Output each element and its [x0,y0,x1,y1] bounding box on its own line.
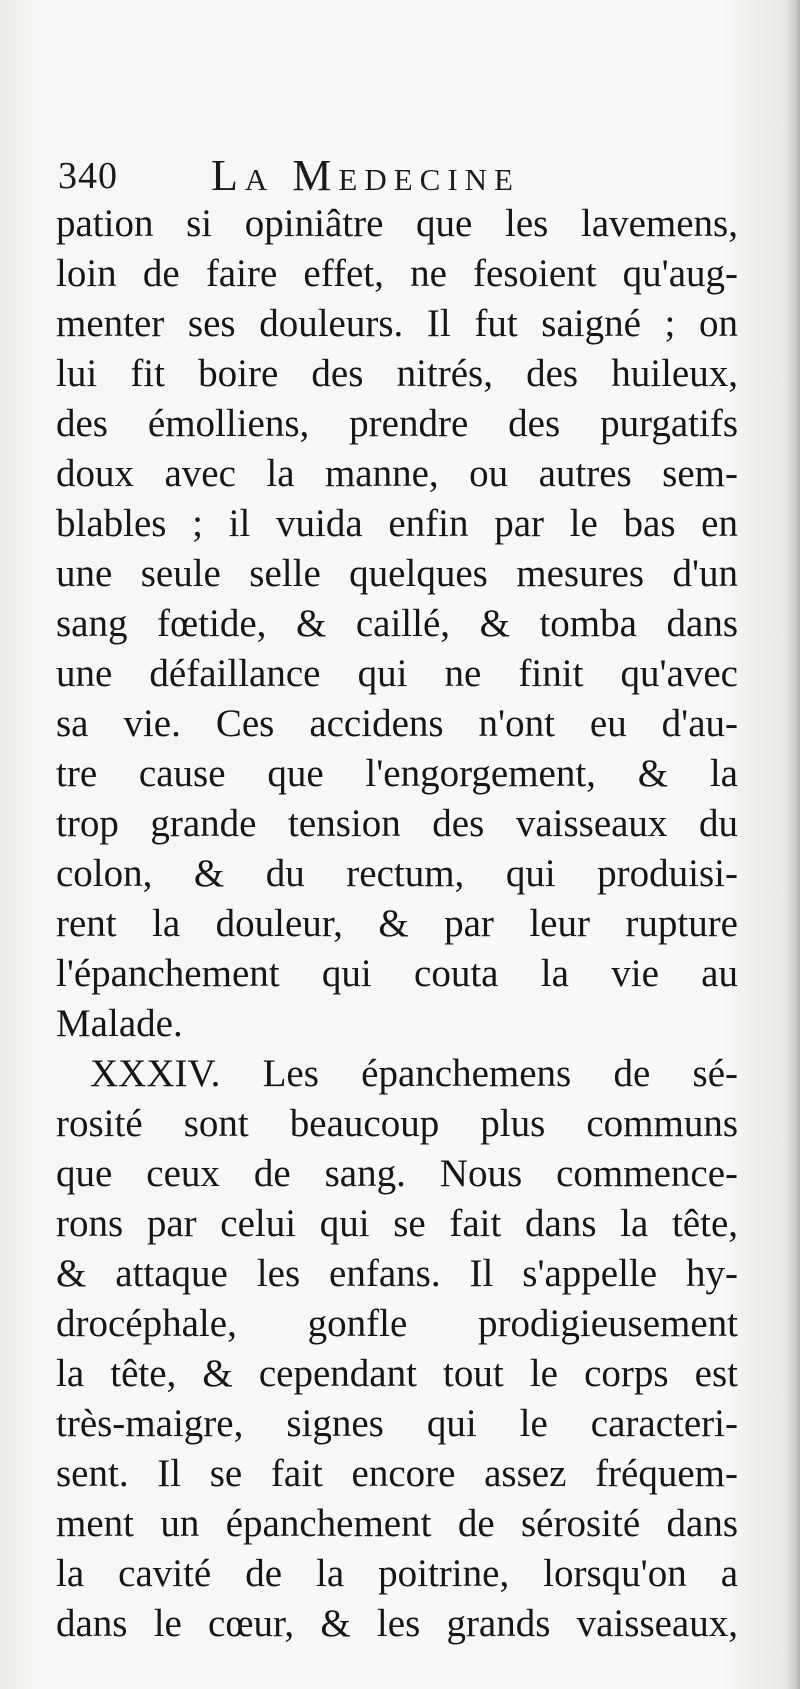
page-edge-shadow [786,0,800,1689]
text-line: dans le cœur, & les grands vaisseaux, [56,1602,738,1645]
text-line: loin de faire effet, ne fesoient qu'aug- [56,252,738,295]
text-line: sa vie. Ces accidens n'ont eu d'au- [56,702,738,745]
text-line: ment un épanchement de sérosité dans [56,1502,738,1545]
page-number: 340 [58,155,118,197]
text-line: une seule selle quelques mesures d'un [56,552,738,595]
text-line: sang fœtide, & caillé, & tomba dans [56,602,738,645]
running-head [58,142,578,202]
text-line: blables ; il vuida enfin par le bas en [56,502,738,545]
text-line: sent. Il se fait encore assez fréquem- [56,1452,738,1495]
running-title: La Medecine [211,151,520,200]
text-line: que ceux de sang. Nous commence- [56,1152,738,1195]
text-line: rosité sont beaucoup plus communs [56,1102,738,1145]
text-line: rent la douleur, & par leur rupture [56,902,738,945]
text-line: des émolliens, prendre des purgatifs [56,402,738,445]
text-line: très-maigre, signes qui le caracteri- [56,1402,738,1445]
text-line: la tête, & cependant tout le corps est [56,1352,738,1395]
section-heading-line: XXXIV. Les épanchemens de sé- [90,1052,738,1095]
text-line: colon, & du rectum, qui produisi- [56,852,738,895]
text-line: l'épanchement qui couta la vie au [56,952,738,995]
text-line: tre cause que l'engorgement, & la [56,752,738,795]
text-line: pation si opiniâtre que les lavemens, [56,202,738,245]
text-line: doux avec la manne, ou autres sem- [56,452,738,495]
text-line: Malade. [56,1002,183,1045]
text-line: une défaillance qui ne finit qu'avec [56,652,738,695]
body-text [56,198,738,1658]
text-line: & attaque les enfans. Il s'appelle hy- [56,1252,738,1295]
text-line: drocéphale, gonfle prodigieusement [56,1302,738,1345]
text-line: la cavité de la poitrine, lorsqu'on a [56,1552,738,1595]
text-line: rons par celui qui se fait dans la tête, [56,1202,738,1245]
text-line: lui fit boire des nitrés, des huileux, [56,352,738,395]
text-line: trop grande tension des vaisseaux du [56,802,738,845]
text-line: menter ses douleurs. Il fut saigné ; on [56,302,738,345]
